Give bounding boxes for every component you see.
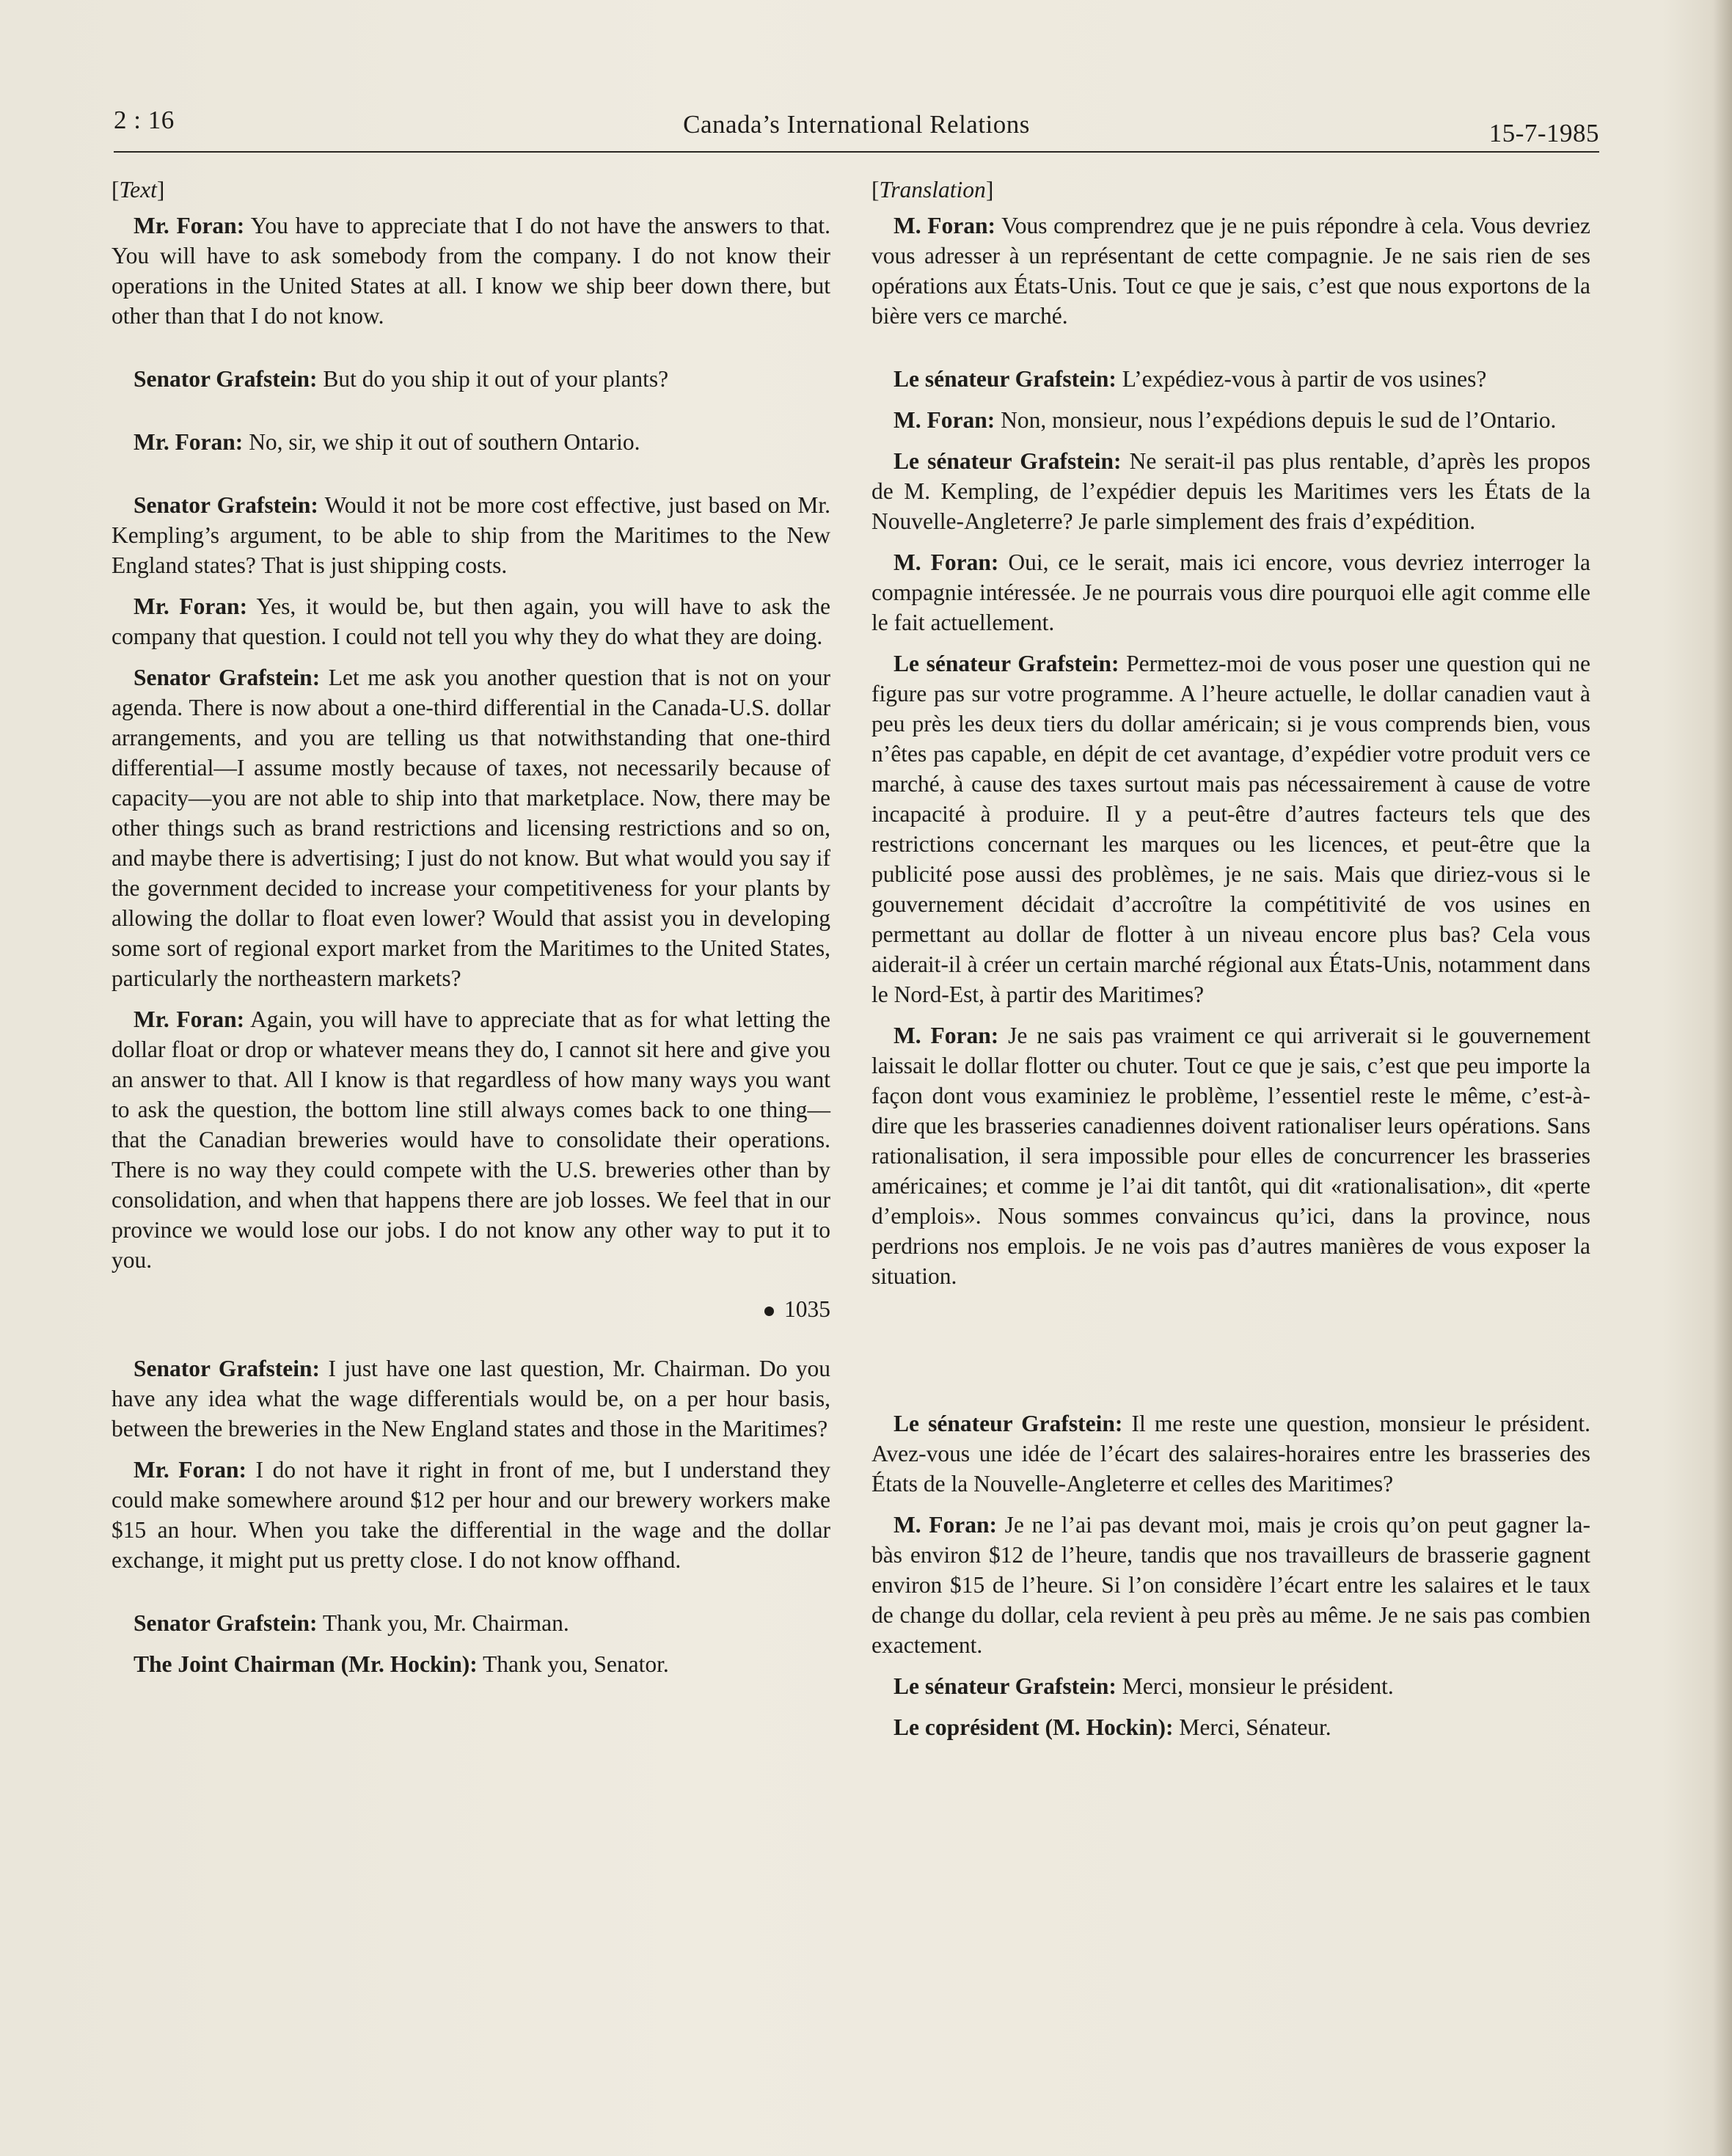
speech-text: I just have one last question, Mr. Chairman. Do you have any idea what the wage differentials would be, on a per hour basis, between the breweries in the New England states and those in the Maritimes? — [112, 1356, 831, 1441]
speaker-name: Mr. Foran: — [134, 1457, 246, 1483]
speaker-name: Senator Grafstein: — [134, 665, 321, 690]
speaker-name: M. Foran: — [894, 213, 995, 238]
speaker-name: M. Foran: — [894, 1023, 999, 1048]
running-title: Canada’s International Relations — [683, 110, 1030, 139]
speaker-name: Le sénateur Grafstein: — [894, 1673, 1117, 1699]
speech-text: Again, you will have to appreciate that as for what letting the dollar float or drop or whatever means they do, I cannot sit here and give you an answer to that. All I know is that regardless of how many ways you want to ask the question, the bottom line still always comes back to one thing—that the Canadian breweries would have to consolidate their operations. There is no way they could compete with the U.S. breweries other than by consolidation, and when that happens there are job losses. We feel that in our province we would lose our jobs. I do not know any other way to put it to you. — [112, 1006, 830, 1273]
speech-text: L’expédiez-vous à partir de vos usines? — [1116, 366, 1487, 392]
speech-text: No, sir, we ship it out of southern Ontario. — [243, 429, 640, 455]
speaker-name: M. Foran: — [894, 407, 995, 433]
speech-text: Let me ask you another question that is not on your agenda. There is now about a one-third differential in the Canada-U.S. dollar arrangements, and you are telling us that notwithstanding that one-third differential—I assume mostly because of taxes, not necessarily because of capacity—you are not able to ship into that marketplace. Now, there may be other things such as brand restrictions and licensing restrictions and so on, and maybe there is advertising; I just do not know. But what would you say if the government decided to increase your competitiveness for your plants by allowing the dollar to float even lower? Would that assist you in developing some sort of regional export market from the Maritimes to the United States, particularly the northeastern markets? — [112, 665, 830, 991]
speaker-name: Senator Grafstein: — [134, 1610, 318, 1636]
speech-text: Merci, Sénateur. — [1173, 1714, 1331, 1740]
paragraph — [872, 446, 1590, 536]
bullet-icon — [764, 1307, 774, 1316]
paragraph — [112, 1353, 830, 1444]
paragraph — [872, 1510, 1590, 1660]
section-marker: [Text] — [112, 177, 165, 202]
paragraph — [872, 1671, 1590, 1701]
speech-text: But do you ship it out of your plants? — [317, 366, 669, 392]
binding-shadow — [1713, 0, 1732, 2156]
paragraph — [112, 591, 830, 651]
speech-text: I do not have it right in front of me, but I understand they could make somewhere around $12 per hour and our brewery workers make $15 an hour. When you take the differential in the wage and the dollar exchange, it might put us pretty close. I do not know offhand. — [112, 1457, 830, 1573]
speech-text: Yes, it would be, but then again, you will have to ask the company that question. I could not tell you why they do what they are doing. — [112, 593, 830, 649]
speaker-name: Senator Grafstein: — [134, 492, 318, 518]
speaker-name: Senator Grafstein: — [134, 1356, 321, 1381]
speaker-name: Le sénateur Grafstein: — [894, 448, 1122, 474]
english-column — [112, 175, 830, 1690]
speech-text: Thank you, Senator. — [477, 1651, 669, 1677]
paragraph — [112, 490, 830, 580]
paragraph — [112, 1649, 830, 1679]
paragraph — [112, 1455, 830, 1575]
speaker-name: Mr. Foran: — [134, 429, 244, 455]
speech-text: Il me reste une question, monsieur le président. Avez-vous une idée de l’écart des salaires-horaires entre les brasseries des États de la Nouvelle-Angleterre et celles des Maritimes? — [872, 1411, 1590, 1497]
speaker-name: Le coprésident (M. Hockin): — [894, 1714, 1174, 1740]
speech-text: Merci, monsieur le président. — [1116, 1673, 1394, 1699]
paragraph — [112, 662, 830, 993]
speech-text: Non, monsieur, nous l’expédions depuis le sud de l’Ontario. — [995, 407, 1557, 433]
paragraph — [872, 1020, 1590, 1291]
timestamp: 1035 — [112, 1294, 830, 1324]
speaker-name: M. Foran: — [894, 549, 999, 575]
speaker-name: Le sénateur Grafstein: — [894, 651, 1119, 676]
paragraph — [872, 1408, 1590, 1499]
paragraph — [872, 211, 1590, 331]
paragraph — [112, 427, 830, 457]
page-header — [114, 103, 1599, 153]
speaker-name: Mr. Foran: — [134, 593, 248, 619]
speech-text: Je ne l’ai pas devant moi, mais je crois qu’on peut gagner la-bàs environ $12 de l’heure, tandis que nos travailleurs de brasserie gagnent environ $15 de l’heure. Si l’on considère l’écart entre les salaires et le taux de change du dollar, cela revient à peu près au même. Je ne sais pas combien exactement. — [872, 1512, 1590, 1658]
speaker-name: The Joint Chairman (Mr. Hockin): — [134, 1651, 478, 1677]
paragraph — [872, 547, 1590, 637]
paragraph — [872, 1712, 1590, 1742]
french-column — [872, 175, 1590, 1753]
page-number: 2 : 16 — [114, 106, 175, 134]
speech-text: Oui, ce le serait, mais ici encore, vous devriez interroger la compagnie intéressée. Je ne pourrais vous dire pourquoi elle agit comme elle le fait actuellement. — [872, 549, 1590, 635]
speech-text: Thank you, Mr. Chairman. — [317, 1610, 569, 1636]
paragraph — [112, 364, 830, 394]
speaker-name: Senator Grafstein: — [134, 366, 318, 392]
speech-text: You have to appreciate that I do not have the answers to that. You will have to ask somebody from the company. I do not know their operations in the United States at all. I know we ship beer down there, but other than that I do not know. — [112, 213, 830, 329]
speaker-name: Le sénateur Grafstein: — [894, 1411, 1123, 1436]
section-marker: [Translation] — [872, 177, 994, 202]
paragraph — [872, 364, 1590, 394]
speech-text: Ne serait-il pas plus rentable, d’après les propos de M. Kempling, de l’expédier depuis les Maritimes vers les États de la Nouvelle-Angleterre? Je parle simplement des frais d’expédition. — [872, 448, 1590, 534]
paragraph — [872, 648, 1590, 1009]
paragraph — [112, 211, 830, 331]
speaker-name: Le sénateur Grafstein: — [894, 366, 1117, 392]
speech-text: Je ne sais pas vraiment ce qui arriverait si le gouvernement laissait le dollar flotter ou chuter. Tout ce que je sais, c’est que peu importe la façon dont vous examiniez le problème, l’essentiel reste le même, c’est-à-dire que les brasseries canadiennes doivent rationaliser leurs opérations. Sans rationalisation, il sera impossible pour elles de concurrencer les brasseries américaines; et comme je l’ai dit tantôt, qui dit «rationalisation», dit «perte d’emplois». Nous sommes convaincus qu’ici, dans la province, nous perdrions nos emplois. Je ne vois pas d’autres manières de vous exposer la situation. — [872, 1023, 1590, 1289]
speech-text: Permettez-moi de vous poser une question qui ne figure pas sur votre programme. A l’heure actuelle, le dollar canadien vaut à peu près les deux tiers du dollar américain; si je vous comprends bien, vous n’êtes pas capable, en dépit de cet avantage, d’expédier votre produit vers ce marché, à cause des taxes surtout mais pas nécessairement à cause de votre incapacité à produire. Il y a peut-être d’autres facteurs tels que des restrictions concernant les marques ou les licences, et peut-être que la publicité pose aussi des problèmes, je ne sais. Mais que diriez-vous si le gouvernement décidait d’accroître la compétitivité de vos usines en permettant au dollar de flotter à un niveau encore plus bas? Cela vous aiderait-il à créer un certain marché régional aux États-Unis, notamment dans le Nord-Est, à partir des Maritimes? — [872, 651, 1590, 1007]
paragraph — [112, 1608, 830, 1638]
header-date: 15-7-1985 — [1488, 119, 1599, 147]
speaker-name: M. Foran: — [894, 1512, 997, 1538]
speech-text: Vous comprendrez que je ne puis répondre à cela. Vous devriez vous adresser à un représentant de cette compagnie. Je ne sais rien de ses opérations aux États-Unis. Tout ce que je sais, c’est que nous exportons de la bière vers ce marché. — [872, 213, 1590, 329]
speaker-name: Mr. Foran: — [134, 1006, 245, 1032]
paragraph — [872, 405, 1590, 435]
speaker-name: Mr. Foran: — [134, 213, 245, 238]
speech-text: Would it not be more cost effective, just based on Mr. Kempling’s argument, to be able to ship from the Maritimes to the New England states? That is just shipping costs. — [112, 492, 830, 578]
paragraph — [112, 1004, 830, 1275]
